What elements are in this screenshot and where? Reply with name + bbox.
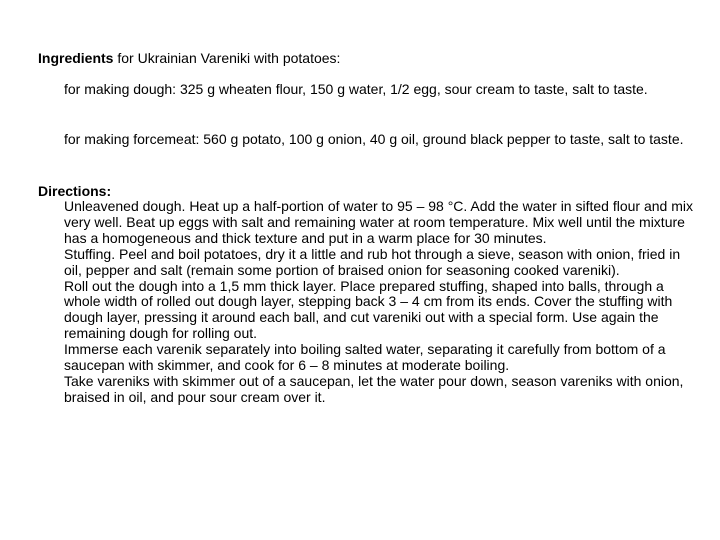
direction-stuffing: Stuffing. Peel and boil potatoes, dry it a little and rub hot through a sieve, season with onion, fried in oil, pepper and salt (remain some portion of braised onion for seasoning cooked vareniki). (64, 245, 681, 278)
ingredients-heading-bold: Ingredients (38, 50, 114, 66)
direction-dough: Unleavened dough. Heat up a half-portion of water to 95 – 98 °C. Add the water in sifted flour and mix very well. Beat up eggs with salt and remaining water at room temperature. Mix well until the mixture has a homogeneous and thick texture and put in a warm place for 30 minutes. (64, 198, 693, 246)
ingredient-dough: for making dough: 325 g wheaten flour, 150 g water, 1/2 egg, sour cream to taste, salt to taste. (64, 81, 648, 97)
direction-serving: Take vareniks with skimmer out of a saucepan, let the water pour down, season vareniks with onion, braised in oil, and pour sour cream over it. (64, 372, 684, 405)
directions-heading: Directions: (38, 183, 112, 199)
direction-boiling: Immerse each varenik separately into boiling salted water, separating it carefully from bottom of a saucepan with skimmer, and cook for 6 – 8 minutes at moderate boiling. (64, 341, 666, 374)
ingredients-heading (38, 50, 688, 66)
ingredient-forcemeat: for making forcemeat: 560 g potato, 100 g onion, 40 g oil, ground black pepper to taste, salt to taste. (64, 131, 684, 147)
directions-body (64, 199, 694, 406)
ingredients-heading-rest: for Ukrainian Vareniki with potatoes: (113, 50, 341, 66)
direction-rolling: Roll out the dough into a 1,5 mm thick layer. Place prepared stuffing, shaped into balls, through a whole width of rolled out dough layer, stepping back 3 – 4 cm from its ends. Cover the stuffing with dough layer, pressing it around each ball, and cut vareniki out with a special form. Use again the remaining dough for rolling out. (64, 277, 673, 342)
